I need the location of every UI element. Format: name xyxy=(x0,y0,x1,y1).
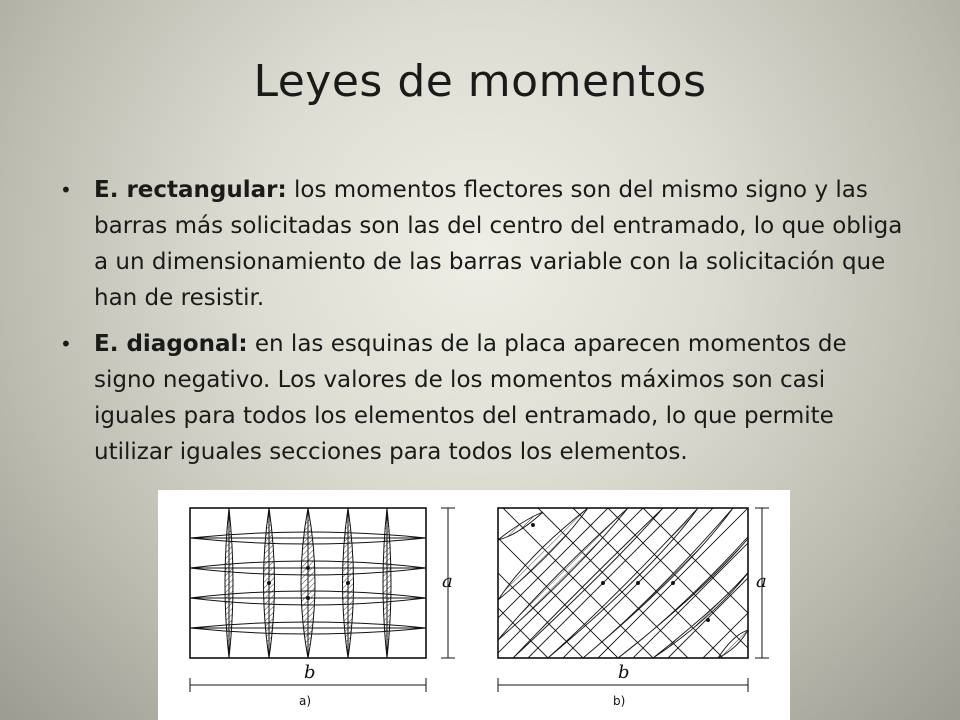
slide-title: Leyes de momentos xyxy=(253,56,707,107)
caption-left: a) xyxy=(299,694,312,708)
dim-b-right-label: b xyxy=(618,662,630,683)
bullet-list xyxy=(58,172,908,480)
moment-diagram-figure xyxy=(158,490,790,720)
bullet-term: E. rectangular: xyxy=(94,177,287,203)
caption-right: b) xyxy=(613,694,626,708)
diagonal-grid-diagram xyxy=(398,508,790,692)
bullet-dot-icon: • xyxy=(60,178,72,202)
bullet-text: los momentos flectores son del mismo signo y las barras más solicitadas son las del centro del entramado, lo que obliga a un dimensionamiento de las barras variable con la solicitación que han de resistir. xyxy=(94,177,903,311)
rectangular-grid-diagram xyxy=(190,508,455,692)
bullet-dot-icon: • xyxy=(60,332,72,356)
dim-a-left-label: a xyxy=(442,571,453,592)
bullet-diagonal xyxy=(58,326,908,470)
bullet-term: E. diagonal: xyxy=(94,331,248,357)
dim-b-left-label: b xyxy=(304,662,316,683)
bullet-rectangular xyxy=(58,172,908,316)
dim-a-right-label: a xyxy=(756,571,767,592)
bullet-text: en las esquinas de la placa aparecen momentos de signo negativo. Los valores de los momentos máximos son casi iguales para todos los elementos del entramado, lo que permite utilizar iguales secciones para todos los elementos. xyxy=(94,331,847,465)
